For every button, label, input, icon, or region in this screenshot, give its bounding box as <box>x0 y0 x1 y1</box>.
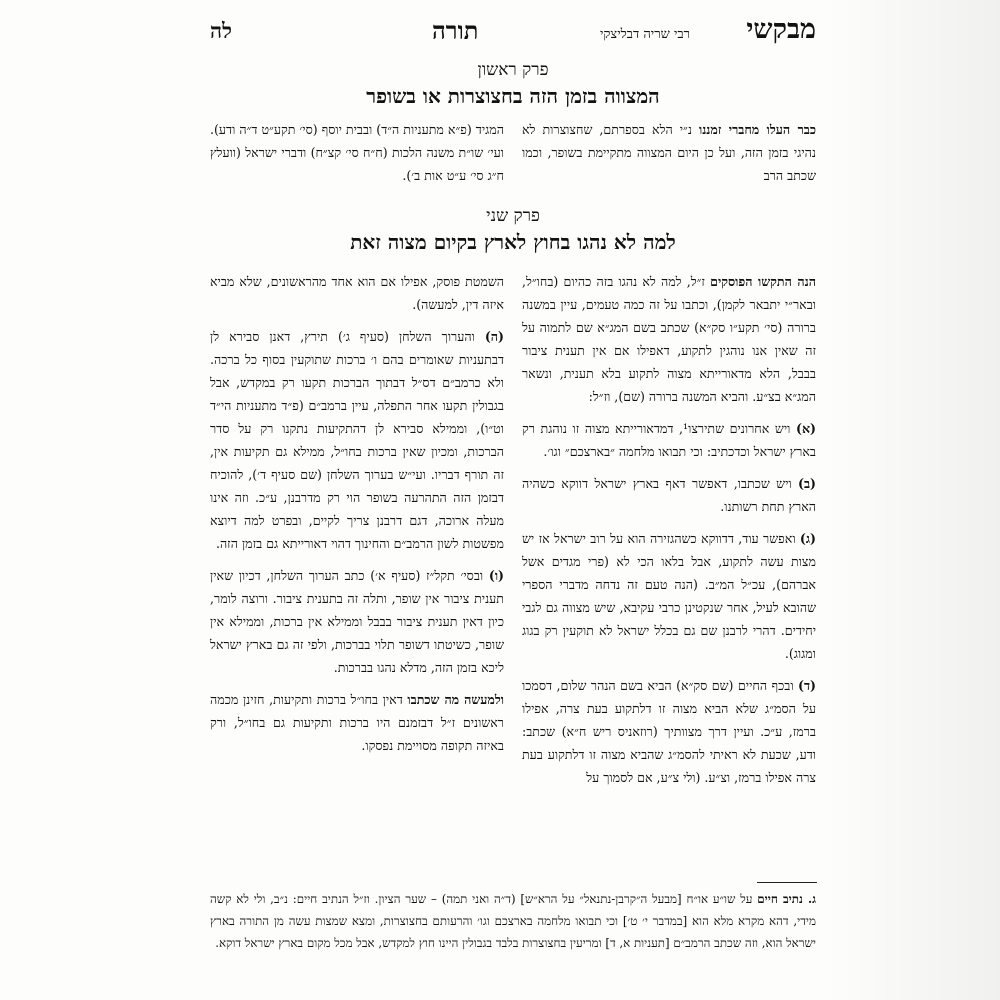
left-column <box>210 270 504 766</box>
section-name: תורה <box>432 16 479 45</box>
paragraph-text: ובסי׳ תקל״ז (סעיף א׳) כתב הערוך השלחן, דכיון שאין תענית ציבור אין שופר, ותלה זה בתענית ציבור. ורוצה לומר, כיון דאין תענית ציבור בבבל וממילא אין ברכות, וממילא אין שופר, כשיטתו דשופר תלוי בברכות, ולפי זה גם בארץ ישראל ליכא בזמן הזה, מדלא נהגו בברכות. <box>210 568 504 675</box>
item-number: (ד) <box>798 678 816 693</box>
chapter-2-label: פרק שני <box>486 206 540 226</box>
paragraph-text: דאין בחו״ל ברכות ותקיעות, חזינן מכמה ראשונים ז״ל דבזמנם היו ברכות ותקיעות גם בחו״ל, ורק באיזה תקופה מסויימת נפסקו. <box>210 692 504 753</box>
paragraph-text: ובכף החיים (שם סק״א) הביא בשם הנהר שלום, דסמכו על הסמ״ג שלא הביא מצוה זו דלתקוע בעת צרה, אפילו ברמז, ע״כ. ועיין דרך מצוותיך (רוזאניס ריש ח״א) שכתב: ודע, שכעת לא ראיתי להסמ״ג שהביא מצוה זו דלתקוע בעת צרה אפילו ברמז, וצ״ע. (ולי צ״ע, אם לסמוך על <box>522 678 816 785</box>
paragraph-b <box>522 472 816 518</box>
item-number: (א) <box>795 421 816 436</box>
paragraph-text: ואפשר עוד, דדווקא כשהגזירה הוא על רוב ישראל אז יש מצות עשה לתקוע, אבל בלאו הכי לא (פרי מגדים אשל אברהם), עכ״ל המ״ב. (הנה טעם זה נדחה מדברי הספרי שהובא לעיל, אחר שנקטינן כרבי עקיבא, שיש מצווה גם לגבי יחידים. דהרי לרבנן שם גם בכלל ישראל לא תוקעין רק בגוג ומגוג). <box>522 531 816 661</box>
footnote-lead: ג. נתיב חיים <box>757 892 816 906</box>
chapter-1-label: פרק ראשון <box>477 60 549 80</box>
chapter-1-title: המצווה בזמן הזה בחצוצרות או בשופר <box>366 84 660 108</box>
author-name: רבי שריה דבליצקי <box>600 27 690 42</box>
paragraph-v <box>210 564 504 679</box>
paragraph-h <box>210 325 504 555</box>
paragraph-text: ז״ל, למה לא נהגו בזה כהיום (בחו״ל, ובאר״י יתבאר לקמן), וכתבו על זה כמה טעמים, עיין במשנה ברורה (סי׳ תקע״ו סק״א) שכתב בשם המג״א שם לתמוה על זה שאין אנו נוהגין לתקוע, דאפילו אם אין תענית ציבור בבבל, הלא מדאורייתא מצוה לתקוע בלא תענית, ונשאר המג״א בצ״ע. והביא המשנה ברורה (שם), וז״ל: <box>522 274 816 404</box>
item-number: (ה) <box>484 329 504 344</box>
item-number: (ו) <box>488 568 504 583</box>
footnote <box>210 888 816 954</box>
paragraph-conclusion <box>210 688 504 757</box>
paragraph-text: ויש אחרונים שתירצו¹, דמדאורייתא מצוה זו נוהגת רק בארץ ישראל וכדכתיב: וכי תבואו מלחמה ״בארצכם״ וגו׳. <box>522 421 816 459</box>
chapter-2-title: למה לא נהגו בחוץ לארץ בקיום מצוה זאת <box>350 230 676 254</box>
footnote-text: על שו״ע או״ח [מבעל ה״קרבן-נתנאל״ על הרא״ש] (ד״ה ואני תמה) – שער הציון. וז״ל הנתיב חיים: נ״ב, ולי לא קשה מידי, דהא מקרא מלא הוא [במדבר י׳ ט׳] וכי תבואו מלחמה בארצכם וגו׳ והרעותם בחצוצרות, ומצא שמצות עשה מן התורה בארץ ישראל הוא, וזה שכתב הרמב״ם [תעניות א, ד] ומריעין בחצוצרות בלבד בגבולין היינו חוץ למקדש, אבל מכל מקום בארץ ישראל דוקא. <box>210 892 816 950</box>
paragraph-lead: כבר העלו מחברי זמננו <box>698 122 816 137</box>
item-number: (ג) <box>799 531 816 546</box>
chapter-1-heading <box>210 60 816 109</box>
paragraph-a <box>522 417 816 463</box>
chapter-1-right-column <box>522 118 816 196</box>
running-header <box>210 14 816 56</box>
paragraph-continuation: השמטת פוסק, אפילו אם הוא אחד מהראשונים, שלא מביא איזה דין, למעשה). <box>210 274 504 312</box>
right-column <box>522 270 816 798</box>
paragraph-lead: ולמעשה מה שכתבו <box>407 692 505 707</box>
chapter-1-paragraph-cont: המגיד (פ״א מתעניות ה״ד) ובבית יוסף (סי׳ תקע״ט ד״ה ודע). ועי׳ שו״ת משנה הלכות (ח״ח סי׳ קצ״ח) ודברי ישראל (וועלץ ח״ג סי׳ ע״ט אות ב׳). <box>210 122 504 183</box>
paragraph-text: ויש שכתבו, דאפשר דאף בארץ ישראל דווקא כשהיה הארץ תחת רשותנו. <box>522 476 816 514</box>
page-number: לה <box>210 18 232 43</box>
chapter-1-left-column <box>210 118 504 196</box>
chapter-1-paragraph <box>522 118 816 187</box>
paragraph-text: והערוך השלחן (סעיף ג׳) תירץ, דאנן סבירא לן דבתעניות שאומרים בהם ו׳ ברכות שתוקעין בסוף כל ברכה. ולא כרמב״ם דס״ל דבתוך הברכות תקעו רק במקדש, אבל בגבולין תקעו אחר התפלה, עיין ברמב״ם (פ״ד מתעניות הי״ד וט״ו), וממילא סבירא לן דהתקיעות נתקנו רק על סדר הברכות, ומכיון שאין ברכות בחו״ל, ממילא גם תקיעות אין, זה תורף דבריו. ועי״ש בערוך השלחן (שם סעיף ד׳), להוכיח דבזמן הזה התהרעה בשופר הוי רק מדרבנן, ע״כ. וזה אינו מעלה ארוכה, דגם דרבנן צריך לקיים, ובפרט למה דיוצא מפשטות לשון הרמב״ם והחינוך דהוי דאורייתא גם בזמן הזה. <box>210 329 504 551</box>
footnote-divider <box>757 882 817 883</box>
chapter-2-heading <box>210 206 816 255</box>
book-title: מבקשי <box>746 14 816 45</box>
paragraph-c <box>522 527 816 665</box>
item-number: (ב) <box>798 476 816 491</box>
paragraph-text: נ״י הלא בספרתם, שחצוצרות לא נהיגי בזמן הזה, ועל כן היום המצווה מתקיימת בשופר, וכמו שכתב הרב <box>522 122 816 183</box>
paragraph-intro <box>522 270 816 408</box>
paragraph-lead: הנה התקשו הפוסקים <box>710 274 816 289</box>
paragraph-d <box>522 674 816 789</box>
